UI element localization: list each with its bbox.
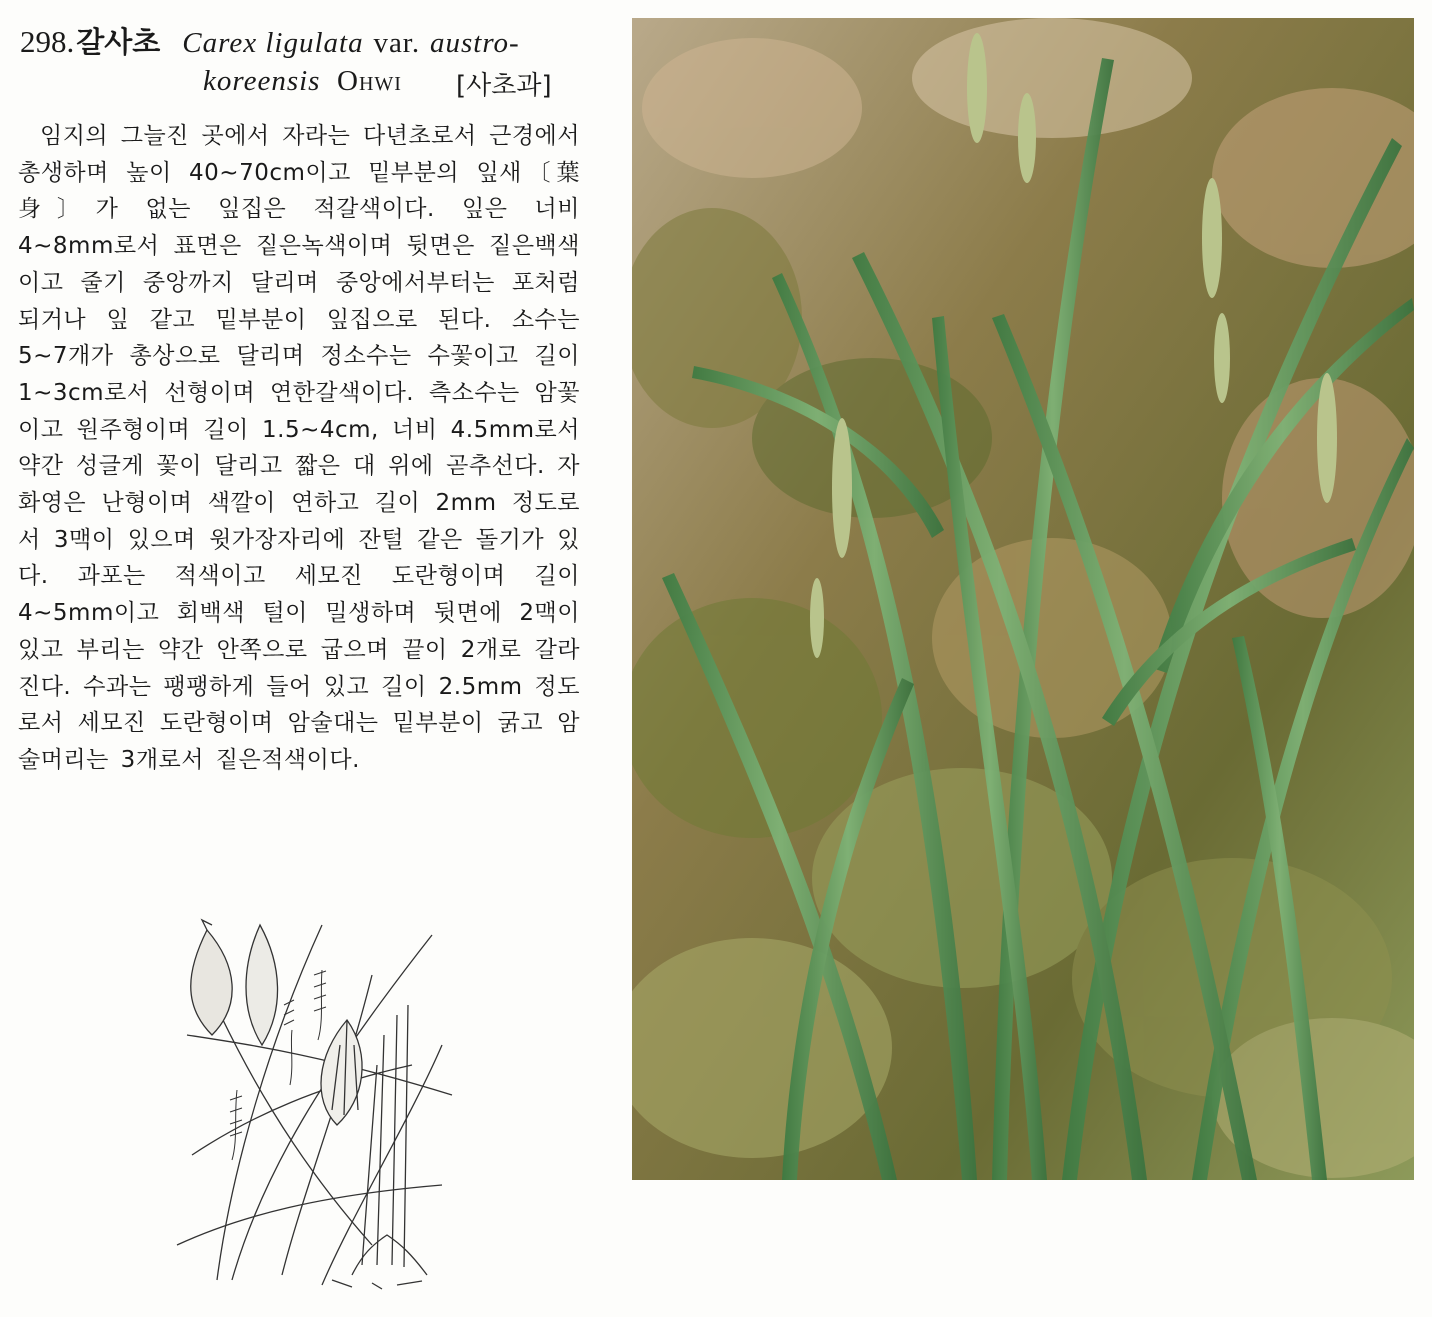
korean-name: 갈사초 [76, 25, 161, 59]
entry-subtitle-line [20, 65, 565, 105]
family-name: [사초과] [456, 71, 552, 101]
entry-heading [20, 22, 565, 105]
variety-name-part1: austro- [429, 27, 520, 59]
entry-number: 298. [20, 24, 75, 59]
scientific-name: Carex ligulata [182, 27, 364, 59]
variety-name-part2: koreensis [203, 65, 321, 97]
plant-photograph [632, 18, 1414, 1180]
botanical-line-drawing [172, 915, 457, 1290]
variety-marker: var. [373, 27, 421, 59]
species-description: 임지의 그늘진 곳에서 자라는 다년초로서 근경에서 총생하며 높이 40~70cm이고 밑부분의 잎새〔葉身〕가 없는 잎집은 적갈색이다. 잎은 너비 4~8mm로서 표면은 짙은녹색이며 뒷면은 짙은백색이고 줄기 중앙까지 달리며 중앙에서부터는 포처럼 되거나 잎 같고 밑부분이 잎집으로 된다. 소수는 5~7개가 총상으로 달리며 정소수는 수꽃이고 길이 1~3cm로서 선형이며 연한갈색이다. 측소수는 암꽃이고 원주형이며 길이 1.5~4cm, 너비 4.5mm로서 약간 성글게 꽃이 달리고 짧은 대 위에 곧추선다. 자화영은 난형이며 색깔이 연하고 길이 2mm 정도로서 3맥이 있으며 윗가장자리에 잔털 같은 돌기가 있다. 과포는 적색이고 세모진 도란형이며 길이 4~5mm이고 회백색 털이 밀생하며 뒷면에 2맥이 있고 부리는 약간 안쪽으로 굽으며 끝이 2개로 갈라진다. 수과는 팽팽하게 들어 있고 길이 2.5mm 정도로서 세모진 도란형이며 암술대는 밑부분이 굵고 암술머리는 3개로서 짙은적색이다. [18, 123, 580, 773]
author-name: Ohwi [337, 65, 402, 97]
entry-title-line [20, 22, 565, 63]
